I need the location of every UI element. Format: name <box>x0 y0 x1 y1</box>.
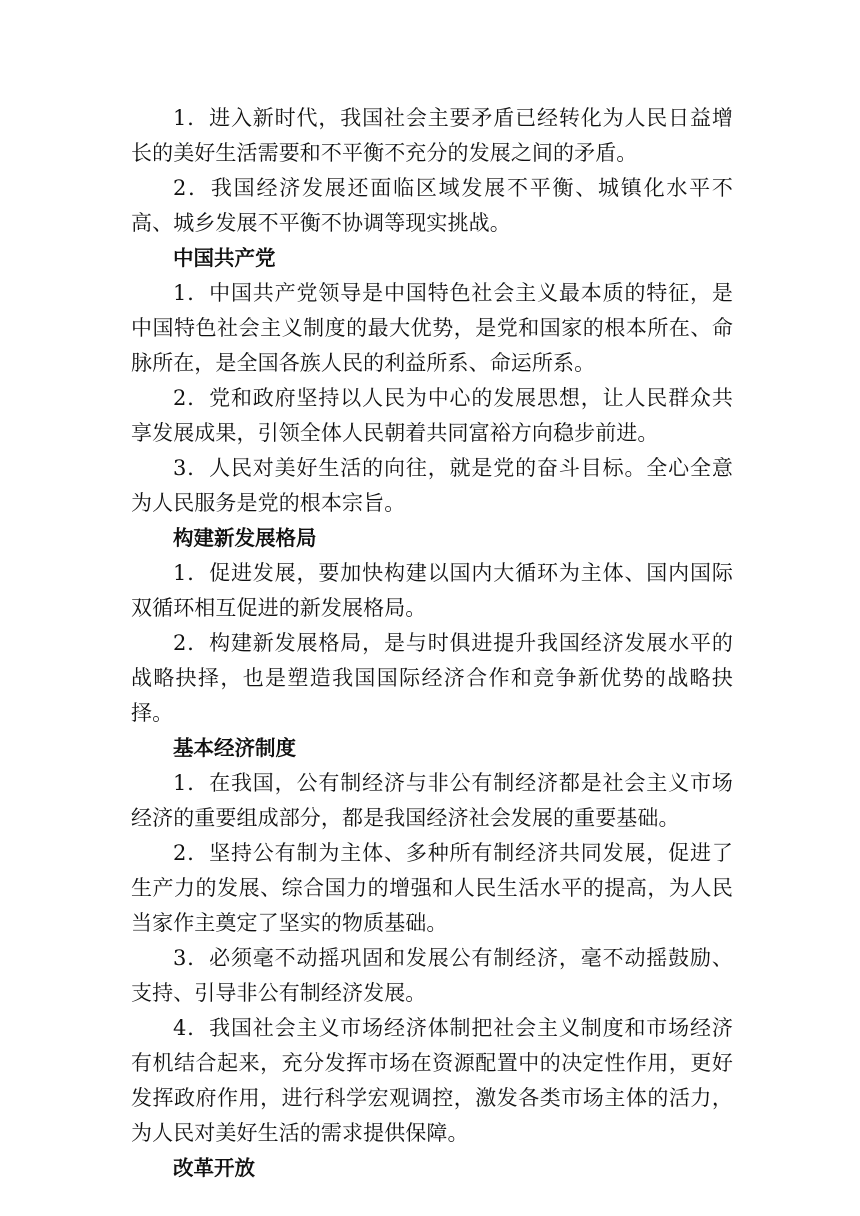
paragraph-2: 2．我国经济发展还面临区域发展不平衡、城镇化水平不高、城乡发展不平衡不协调等现实挑战。 <box>131 176 733 235</box>
section-heading-reform-opening: 改革开放 <box>173 1156 255 1180</box>
paragraph-10: 3．必须毫不动摇巩固和发展公有制经济，毫不动摇鼓励、支持、引导非公有制经济发展。 <box>131 946 733 1005</box>
paragraph-8: 1．在我国，公有制经济与非公有制经济都是社会主义市场经济的重要组成部分，都是我国经济社会发展的重要基础。 <box>131 771 733 830</box>
paragraph-5: 3．人民对美好生活的向往，就是党的奋斗目标。全心全意为人民服务是党的根本宗旨。 <box>131 456 733 515</box>
paragraph-11: 4．我国社会主义市场经济体制把社会主义制度和市场经济有机结合起来，充分发挥市场在资源配置中的决定性作用，更好发挥政府作用，进行科学宏观调控，激发各类市场主体的活力，为人民对美好生活的需求提供保障。 <box>131 1016 733 1145</box>
paragraph-3: 1．中国共产党领导是中国特色社会主义最本质的特征，是中国特色社会主义制度的最大优势，是党和国家的根本所在、命脉所在，是全国各族人民的利益所系、命运所系。 <box>131 281 733 375</box>
section-heading-basic-economic-system: 基本经济制度 <box>173 736 296 760</box>
paragraph-9: 2．坚持公有制为主体、多种所有制经济共同发展，促进了生产力的发展、综合国力的增强和人民生活水平的提高，为人民当家作主奠定了坚实的物质基础。 <box>131 841 733 935</box>
paragraph-7: 2．构建新发展格局，是与时俱进提升我国经济发展水平的战略抉择，也是塑造我国国际经济合作和竞争新优势的战略抉择。 <box>131 631 733 725</box>
paragraph-6: 1．促进发展，要加快构建以国内大循环为主体、国内国际双循环相互促进的新发展格局。 <box>131 561 733 620</box>
document-body <box>131 101 733 1186</box>
section-heading-new-development-pattern: 构建新发展格局 <box>173 526 317 550</box>
paragraph-1: 1．进入新时代，我国社会主要矛盾已经转化为人民日益增长的美好生活需要和不平衡不充分的发展之间的矛盾。 <box>131 106 733 165</box>
paragraph-4: 2．党和政府坚持以人民为中心的发展思想，让人民群众共享发展成果，引领全体人民朝着共同富裕方向稳步前进。 <box>131 386 733 445</box>
section-heading-cpc: 中国共产党 <box>173 246 276 270</box>
